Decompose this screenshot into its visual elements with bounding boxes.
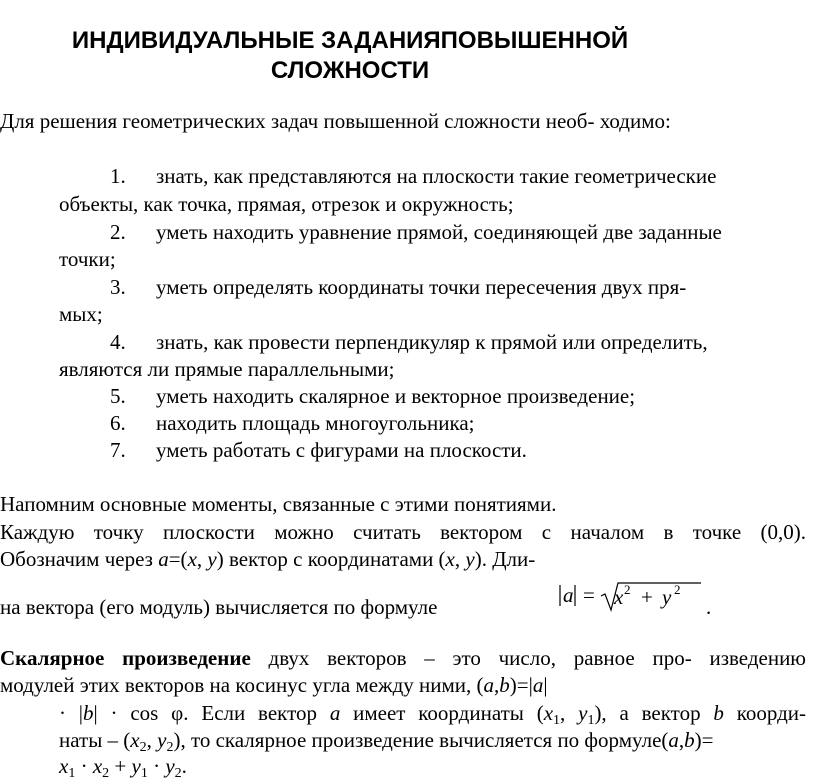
scalar-line-3: · |b| · cos φ. Если вектор a имеет координаты ($x_1$, $y_1$), а вектор b коорди- <box>59 701 807 728</box>
vector-length-formula <box>556 580 706 616</box>
recall-line-4: на вектора (его модуль) вычисляется по формуле <box>0 595 438 619</box>
intro-text: Для решения геометрических задач повышенной сложности необ- ходимо: <box>0 109 671 133</box>
list-item: уметь находить уравнение прямой, соединяющей две заданные <box>156 220 722 244</box>
formula-exp-2: 2 <box>674 582 681 597</box>
list-num: 7. <box>110 438 126 462</box>
list-num: 4. <box>110 330 126 354</box>
formula-eq: = <box>583 583 595 607</box>
scalar-line-1: Скалярное произведение двух векторов – это число, равное про- изведению <box>0 646 806 670</box>
recall-line-3: Обозначим через a=(x, y) вектор с координатами (x, y). Дли- <box>0 547 536 571</box>
formula-x: x <box>614 585 624 609</box>
scalar-term: Скалярное произведение <box>0 646 251 670</box>
formula-a: a <box>563 583 574 607</box>
title-line-2: СЛОЖНОСТИ <box>270 57 430 84</box>
list-num: 1. <box>110 164 126 188</box>
list-num: 3. <box>110 275 126 299</box>
formula-exp-1: 2 <box>624 582 631 597</box>
list-item-cont: мых; <box>59 302 103 326</box>
list-item-cont: являются ли прямые параллельными; <box>59 357 395 381</box>
list-num: 2. <box>110 220 126 244</box>
list-item: уметь определять координаты точки пересечения двух пря- <box>156 275 687 299</box>
list-item: уметь работать с фигурами на плоскости. <box>156 438 527 462</box>
recall-line-2: Каждую точку плоскости можно считать вектором с началом в точке (0,0). <box>0 520 806 544</box>
recall-line-4-end: . <box>706 595 712 619</box>
list-item-cont: точки; <box>59 247 116 271</box>
title-line-1: ИНДИВИДУАЛЬНЫЕ ЗАДАНИЯПОВЫШЕННОЙ <box>71 27 629 54</box>
scalar-line-2: модулей этих векторов на косинус угла между ними, (a,b)=|a| <box>0 673 548 697</box>
scalar-line-4: наты – ($x_2$, $y_2$), то скалярное произведение вычисляется по формуле(a,b)= <box>59 728 714 755</box>
list-item-cont: объекты, как точка, прямая, отрезок и окружность; <box>59 192 514 216</box>
list-item: находить площадь многоугольника; <box>156 411 475 435</box>
list-num: 6. <box>110 411 126 435</box>
list-item: знать, как провести перпендикуляр к прямой или определить, <box>156 330 708 354</box>
list-item: знать, как представляются на плоскости такие геометрические <box>156 164 717 188</box>
formula-plus: + <box>641 585 653 609</box>
recall-line-1: Напомним основные моменты, связанные с этими понятиями. <box>0 492 557 516</box>
scalar-line-5: $x_1 \cdot x_2 + y_1 \cdot y_2$. <box>59 754 187 781</box>
list-item: уметь находить скалярное и векторное произведение; <box>156 384 636 408</box>
formula-y: y <box>662 585 672 609</box>
list-num: 5. <box>110 384 126 408</box>
